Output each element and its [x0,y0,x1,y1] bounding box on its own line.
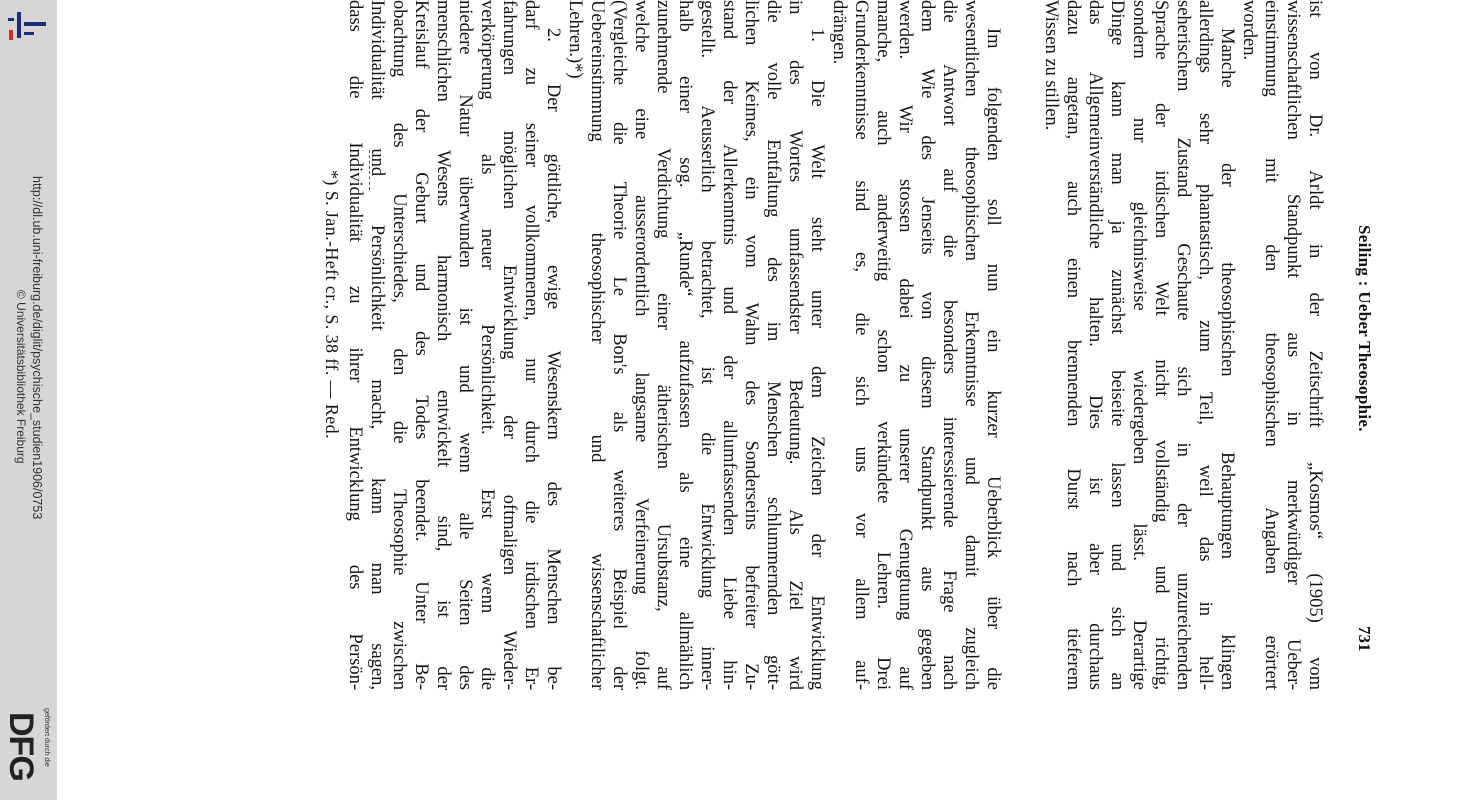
text-line: 1. Die Welt steht unter dem Zeichen der Entwicklung [807,28,827,690]
text-line: werden. Wir stossen dabei zu unserer Genugtuung auf [895,0,915,690]
text-line: Sprache der irdischen Welt nicht vollständig und richtig, [1151,0,1171,690]
text-line: allerdings sehr phantastisch, zum Teil, weil das in hell- [1195,0,1215,690]
text-line: Dinge kann man ja zunächst beiseite lassen und sich an [1107,0,1127,690]
page-body [344,0,1326,690]
text-line: einstimmung mit den theosophischen Angaben erörtert [1261,0,1281,690]
text-line: menschlichen Wesens harmonisch entwickelt sind, ist der [433,0,453,690]
text-line: obachtung des Unterschiedes, den die Theosophie zwischen [389,0,409,690]
text-line: dem Wie des Jenseits von diesem Standpunkt aus gegeben [917,0,937,690]
text-line: wesentlichen theosophischen Erkenntnisse und damit zugleich [961,0,981,690]
text-line: verkörperung als neuer Persönlichkeit. Erst wenn die [477,0,497,690]
text-line: darf zu seiner vollkommenen, nur durch die irdischen Er- [521,0,541,690]
text-line: dazu angetan, auch einen brennenden Durst nach tieferem [1063,0,1083,690]
text-line: manche, auch anderweitig schon verkündete Lehren. Drei [873,0,893,690]
text-line: Kreislauf der Geburt und des Todes beendet. Unter Be- [411,0,431,690]
copyright-text: © Universitätsbibliothek Freiburg [14,290,28,464]
dfg-logo-text: DFG [2,712,40,781]
page-number: 731 [1355,626,1374,652]
text-line: 2. Der göttliche, ewige Wesenskern des Menschen be- [543,28,563,690]
text-line: Individualität und Persönlichkeit macht, kann man sagen, [367,0,387,690]
text-line: das Allgemeinverständliche halten. Dies ist aber durchaus [1085,0,1105,690]
text-line: worden. [1239,0,1259,61]
text-line: wissenschaftlichen Standpunkt aus in merkwürdiger Ueber- [1283,0,1303,690]
funder-caption: gefördert durch die [43,708,50,767]
library-logo-icon[interactable] [4,8,52,52]
text-line: welche eine ausserordentlich langsame Verfeinerung folgt. [631,0,651,690]
footnote-rule [369,150,370,190]
text-line: dass die Individualität zu ihrer Entwicklung des Persön- [345,0,365,690]
text-line: gestellt. Aeusserlich betrachtet, ist die Entwicklung inner- [697,0,717,690]
text-line: stand der Allerkenntnis und der allumfassenden Liebe hin- [719,0,739,690]
running-head: Seiling : Ueber Theosophie. [1355,225,1374,432]
paragraph-gap [1004,0,1040,690]
text-line: seherischem Zustand Geschaute sich in der unzureichenden [1173,0,1193,690]
text-line: niedere Natur überwunden ist und wenn alle Seiten des [455,0,475,690]
text-line: ist von Dr. Arldt in der Zeitschrift „Kosmos“ (1905) vom [1305,0,1325,690]
text-line: drängen. [829,0,849,65]
text-line: Wissen zu stillen. [1041,0,1061,131]
text-line: Lehren.)*) [565,0,585,79]
dfg-logo [4,708,54,796]
text-line: zunehmende Verdichtung einer ätherischen Ursubstanz, auf [653,0,673,690]
document-url-text[interactable]: http://dl.ub.uni-freiburg.de/diglit/psychische_studien1906/0753 [30,176,44,520]
text-line: die volle Entfaltung des im Menschen schlummernden gött- [763,0,783,690]
text-line: fahrungen möglichen Entwicklung der oftmaligen Wieder- [499,0,519,690]
text-line: Uebereinstimmung theosophischer und wissenschaftlicher [587,0,607,690]
text-line: in des Wortes umfassendster Bedeutung. Als Ziel wird [785,0,805,690]
footnote: *) S. Jan.-Heft cr., S. 38 ff. — Red. [322,170,342,439]
text-line: sondern nur gleichnisweise wiedergeben lässt. Derartige [1129,0,1149,690]
scanned-page [160,0,1400,800]
text-line: (Vergleiche die Theorie Le Bon's als weiteres Beispiel der [609,0,629,690]
text-line: lichen Keimes, ein vom Wahn des Sonderseins befreiter Zu- [741,0,761,690]
viewer-sidebar [0,0,57,800]
text-line: Grunderkenntnisse sind es, die sich uns vor allem auf- [851,0,871,690]
text-line: halb einer sog. „Runde“ aufzufassen als eine allmählich [675,0,695,690]
text-line: die Antwort auf die besonders interessierende Frage nach [939,0,959,690]
text-line: Im folgenden soll nun ein kurzer Ueberblick über die [983,28,1003,690]
text-line: Manche der theosophischen Behauptungen klingen [1217,28,1237,690]
